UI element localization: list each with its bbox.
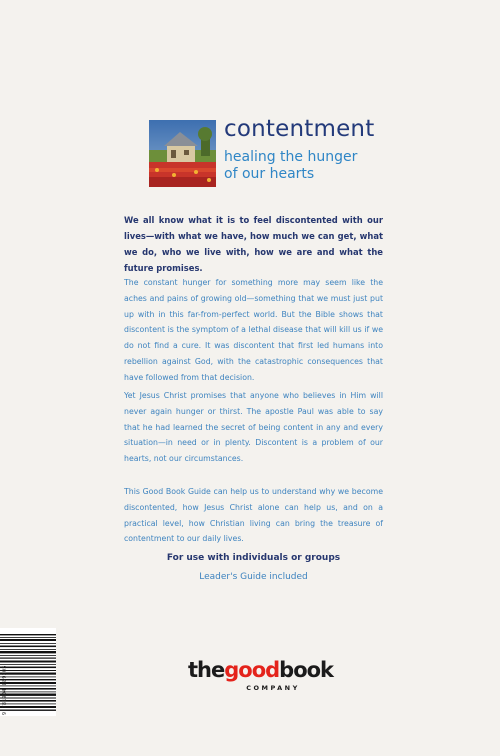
logo-word-book: book <box>279 658 334 682</box>
isbn-barcode <box>0 628 56 716</box>
cover-photo <box>149 120 216 187</box>
body-paragraph-1: The constant hunger for something more may seem like the aches and pains of growing old—something that we must just put up with in this far-from-perfect world. But the Bible shows that discontent is the symptom of a lethal disease that will kill us if we do not find a cure. It was discontent that first led humans into rebellion against God, with the catastrophic consequences that have followed from that decision. <box>124 278 383 382</box>
logo-word-the: the <box>188 658 225 682</box>
barcode-icon <box>0 628 56 716</box>
logo-company: COMPANY <box>246 684 300 692</box>
leader-guide-note: Leader's Guide included <box>199 572 308 582</box>
book-title: contentment <box>224 116 375 142</box>
body-paragraph-2: Yet Jesus Christ promises that anyone who believes in Him will never again hunger or thirst. The apostle Paul was able to say that he had learned the secret of being content in any and every situation—in need or in plenty. Discontent is a problem of our hearts, not our circumstances. <box>124 391 383 464</box>
subtitle-line-2: of our hearts <box>224 166 315 182</box>
publisher-logo <box>188 658 334 692</box>
logo-word-good: good <box>224 658 280 682</box>
book-subtitle <box>224 149 384 183</box>
subtitle-line-1: healing the hunger <box>224 149 358 165</box>
body-paragraph-3: This Good Book Guide can help us to understand why we become discontented, how Jesus Christ alone can help us, and on a practical level, how Christian living can bring the treasure of contentment to our daily lives. <box>124 487 383 544</box>
lead-paragraph: We all know what it is to feel discontented with our lives—with what we have, how much we can get, what we do, who we live with, how we are and what the future promises. <box>124 215 383 273</box>
farmhouse-image <box>149 120 216 187</box>
usage-tagline: For use with individuals or groups <box>166 553 341 563</box>
barcode-number: 9 781904 889205 <box>2 665 8 715</box>
